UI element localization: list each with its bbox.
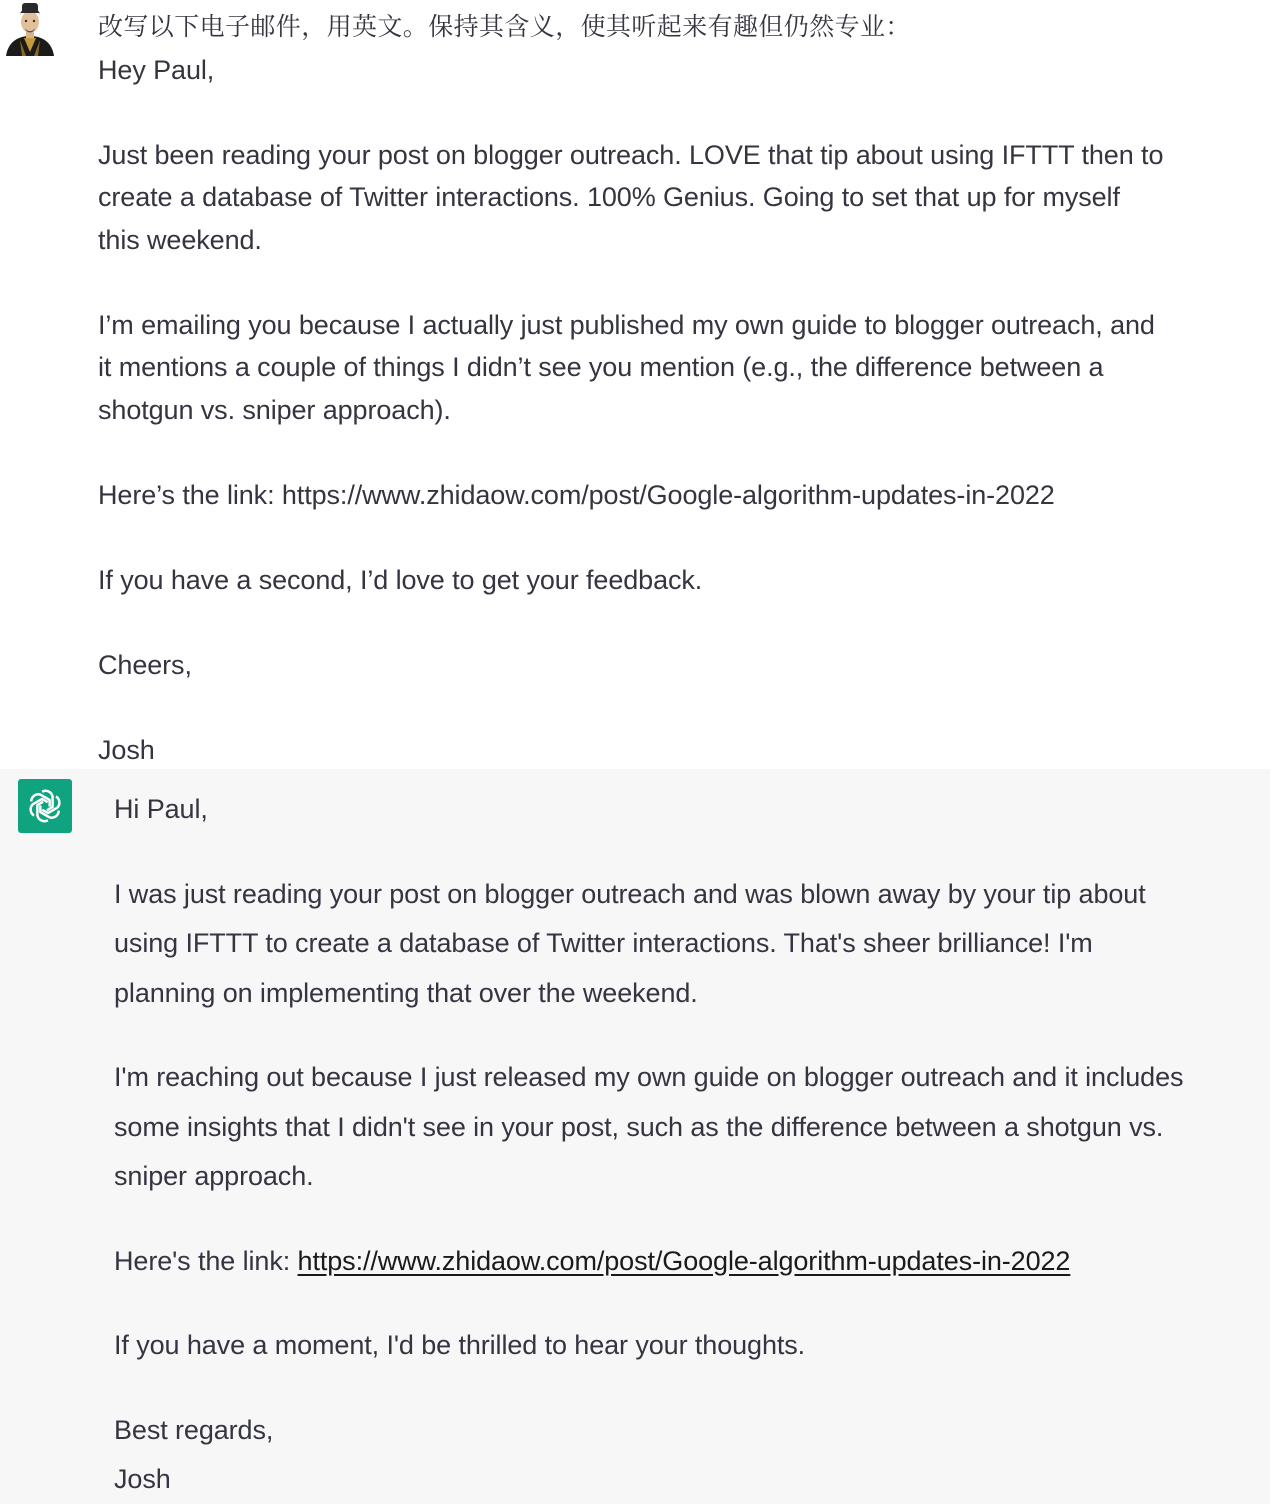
email-para1-line1: Just been reading your post on blogger outreach. LOVE that tip about using IFTTT then to bbox=[98, 139, 1164, 170]
openai-logo-icon bbox=[18, 779, 72, 833]
email-para2-line2: it mentions a couple of things I didn’t see you mention (e.g., the difference between a bbox=[98, 352, 1104, 382]
reply-para1 bbox=[114, 870, 1264, 1019]
email-name: Josh bbox=[98, 734, 155, 765]
email-para1-line3: this weekend. bbox=[98, 224, 262, 255]
email-signoff: Cheers, bbox=[98, 649, 192, 680]
email-feedback-line: If you have a second, I’d love to get your feedback. bbox=[98, 564, 703, 595]
assistant-message-text bbox=[114, 785, 1264, 1504]
email-para2-line1: I’m emailing you because I actually just published my own guide to blogger outreach, and bbox=[98, 309, 1155, 340]
reply-para1-line2: using IFTTT to create a database of Twitter interactions. That's sheer brilliance! I'm bbox=[114, 928, 1093, 958]
reply-link-prefix: Here's the link: bbox=[114, 1245, 298, 1276]
reply-para2-line1: I'm reaching out because I just released my own guide on blogger outreach and it includes bbox=[114, 1062, 1184, 1092]
user-prompt: 改写以下电子邮件，用英文。保持其含义，使其听起来有趣但仍然专业： bbox=[98, 12, 911, 41]
reply-greeting: Hi Paul, bbox=[114, 794, 208, 824]
email-link-line: Here’s the link: https://www.zhidaow.com/post/Google-algorithm-updates-in-2022 bbox=[98, 479, 1055, 510]
reply-name: Josh bbox=[114, 1464, 171, 1494]
reply-para1-line3: planning on implementing that over the weekend. bbox=[114, 977, 698, 1008]
reply-link-line bbox=[114, 1237, 1264, 1287]
reply-para1-line1: I was just reading your post on blogger outreach and was blown away by your tip about bbox=[114, 878, 1146, 909]
reply-para2 bbox=[114, 1053, 1264, 1202]
reply-signoff: Best regards, bbox=[114, 1414, 274, 1445]
assistant-message bbox=[0, 769, 1270, 1504]
email-para2-line3: shotgun vs. sniper approach). bbox=[98, 394, 451, 425]
email-greeting: Hey Paul, bbox=[98, 54, 215, 85]
user-avatar-icon bbox=[4, 0, 56, 56]
reply-link[interactable]: https://www.zhidaow.com/post/Google-algorithm-updates-in-2022 bbox=[297, 1245, 1071, 1276]
reply-para2-line2: some insights that I didn't see in your post, such as the difference between a shotgun vs. bbox=[114, 1111, 1164, 1142]
email-para1-line2: create a database of Twitter interactions. 100% Genius. Going to set that up for myself bbox=[98, 182, 1120, 212]
user-message-text bbox=[98, 6, 1263, 771]
reply-para2-line3: sniper approach. bbox=[114, 1161, 314, 1191]
reply-thoughts-line: If you have a moment, I'd be thrilled to hear your thoughts. bbox=[114, 1330, 806, 1360]
